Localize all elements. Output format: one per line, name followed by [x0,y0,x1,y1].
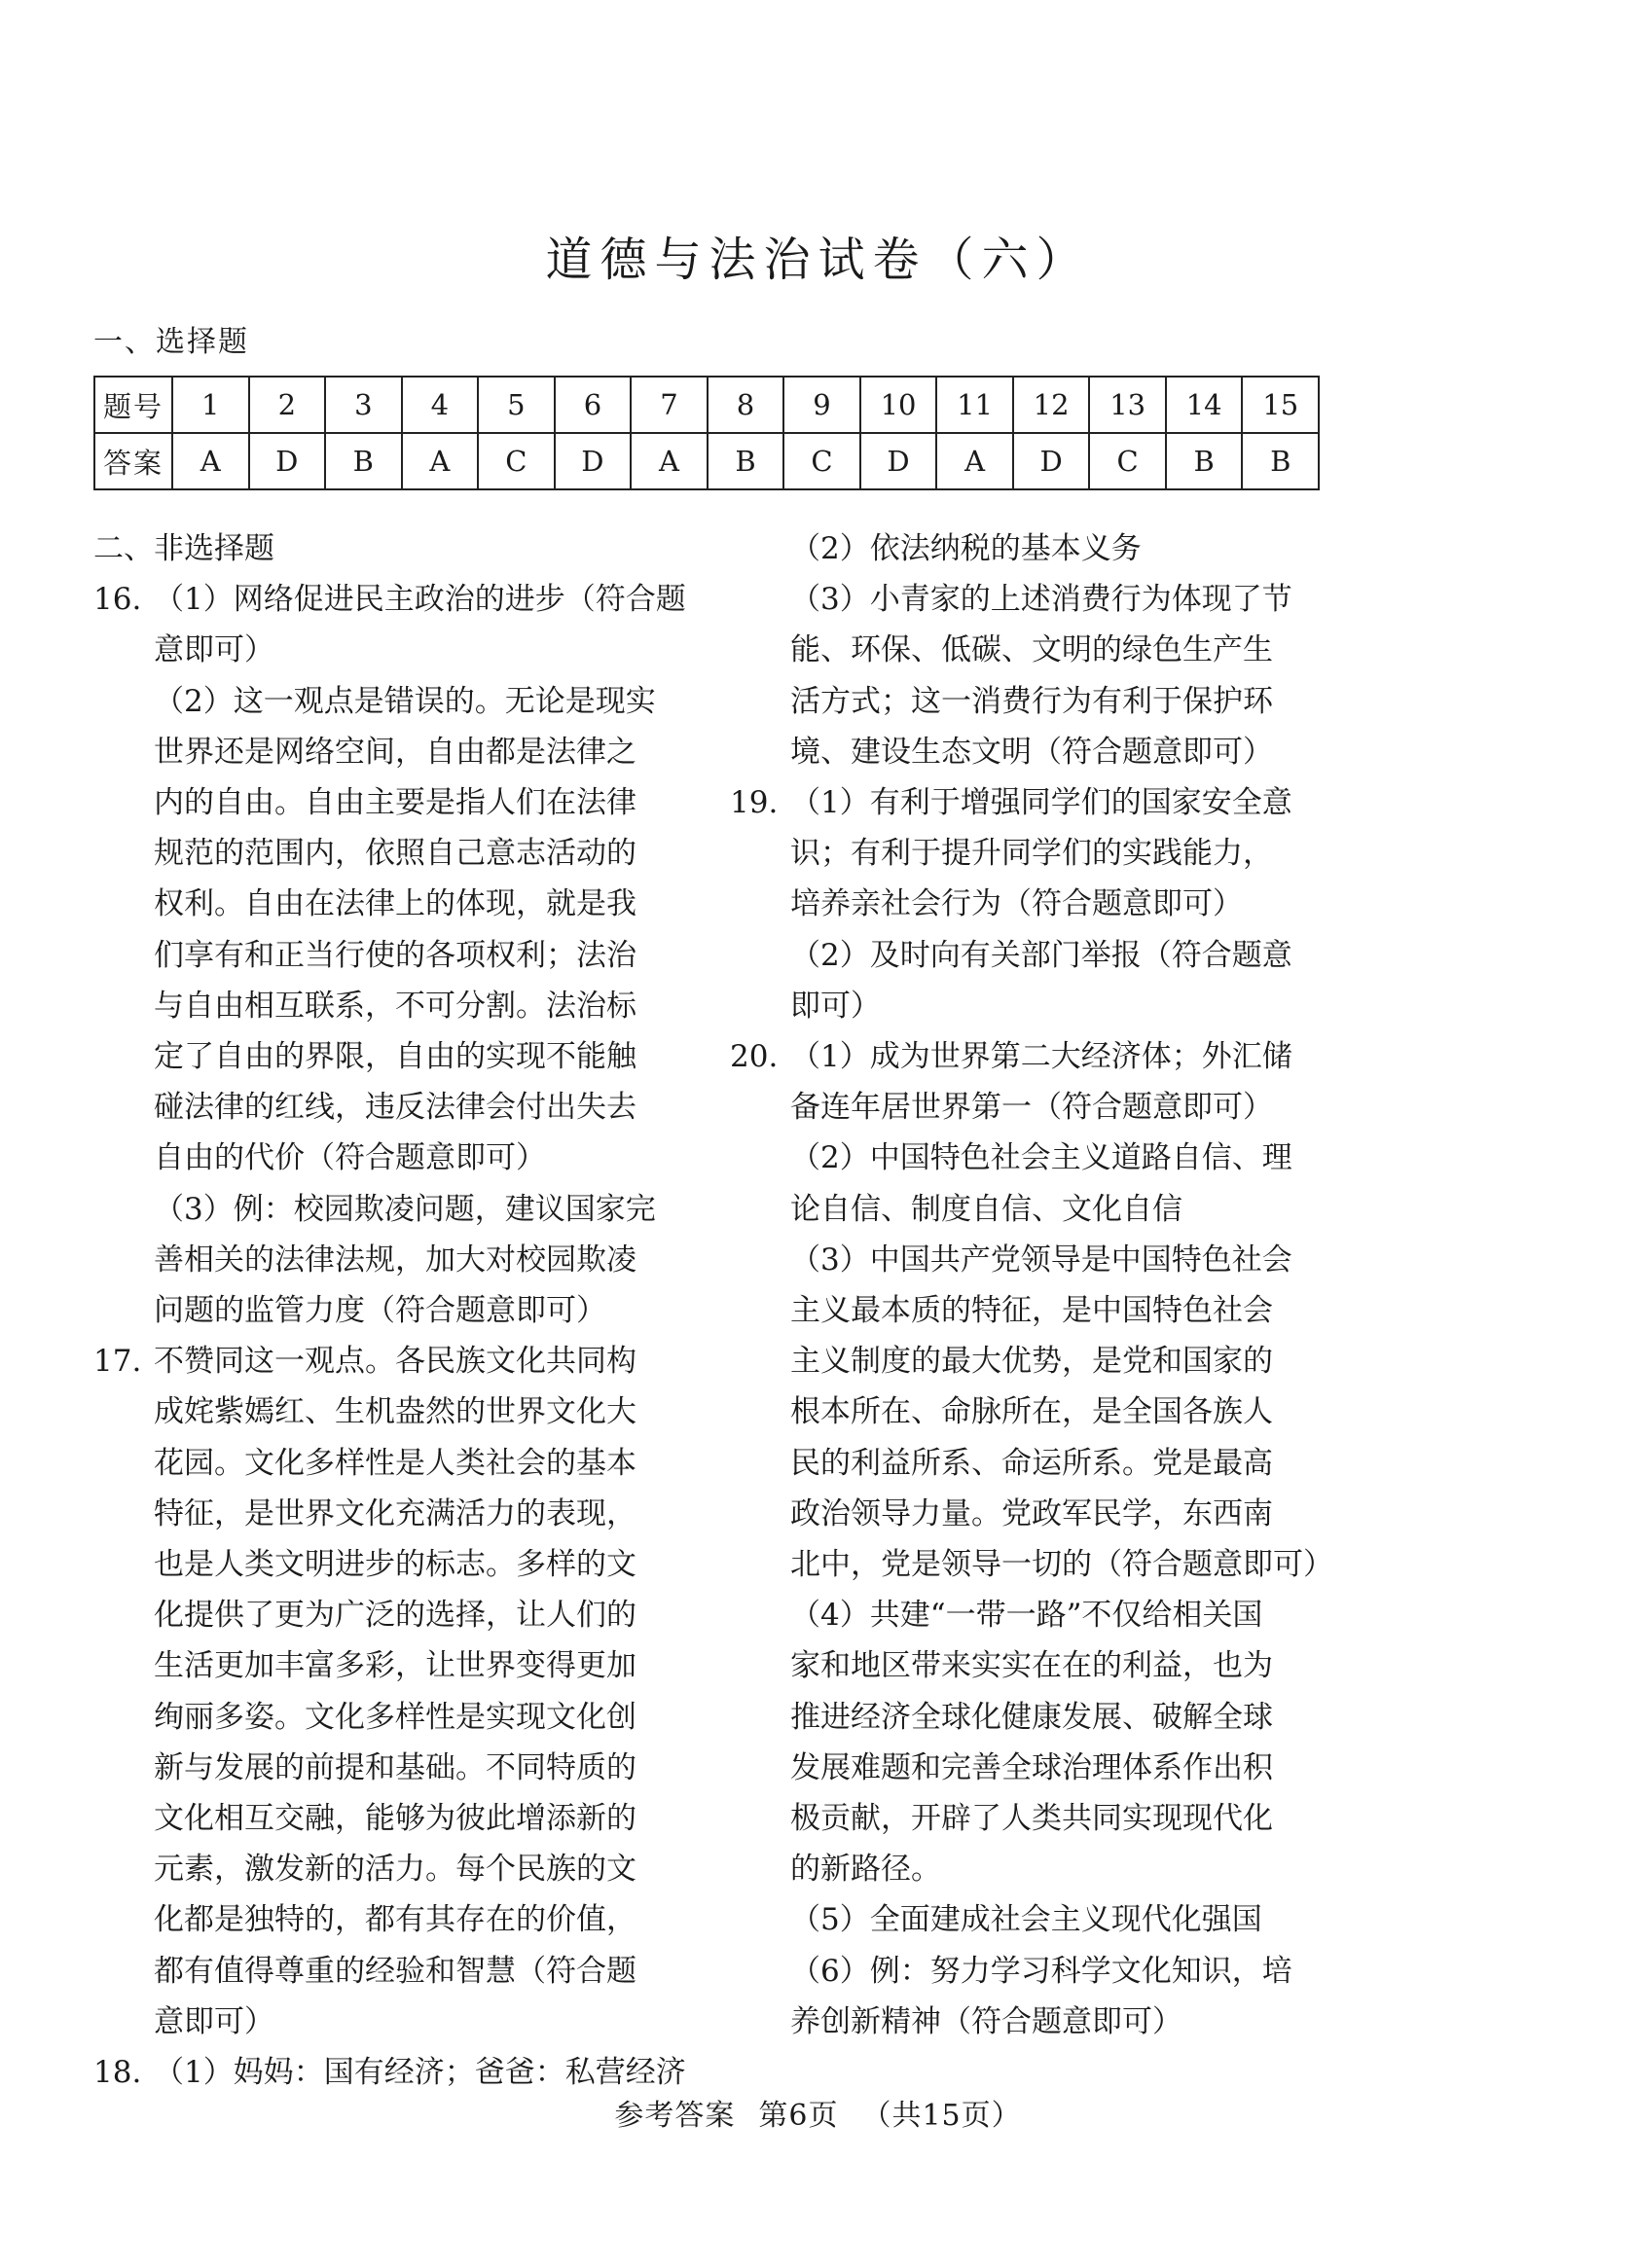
answer-text-line: 养创新精神（符合题意即可） [790,2003,1182,2039]
answer-text-line: 能、环保、低碳、文明的绿色生产生 [790,632,1273,668]
answer-cell: A [402,433,479,489]
answer-text-line: 的新路径。 [790,1852,941,1888]
question-number-cell: 8 [708,377,784,433]
question-number-cell: 10 [860,377,937,433]
question-number-cell: 13 [1089,377,1166,433]
answer-table [93,376,1320,490]
question-number: 19. [730,785,779,821]
answer-text-line: （1）网络促进民主政治的进步（符合题 [154,582,686,618]
question-number: 17. [93,1344,142,1380]
answer-text-line: 活方式；这一消费行为有利于保护环 [790,683,1273,719]
answer-text-line: 北中，党是领导一切的（符合题意即可） [790,1547,1333,1583]
question-number-cell: 2 [249,377,326,433]
answer-text-line: 自由的代价（符合题意即可） [154,1140,546,1176]
answer-text-line: 元素，激发新的活力。每个民族的文 [154,1852,636,1888]
page-footer [0,2091,1636,2134]
answer-cell: D [1013,433,1090,489]
answer-text-line: 内的自由。自由主要是指人们在法律 [154,785,636,821]
answer-text-line: 规范的范围内，依照自己意志活动的 [154,836,636,872]
answer-text-line: （2）中国特色社会主义道路自信、理 [790,1140,1292,1176]
answer-text-line: 花园。文化多样性是人类社会的基本 [154,1445,636,1481]
answer-cell: C [1089,433,1166,489]
answer-text-line: （6）例：努力学习科学文化知识，培 [790,1953,1292,1989]
answer-text-line: （1）成为世界第二大经济体；外汇储 [790,1039,1292,1075]
answer-cell: B [325,433,402,489]
answer-row [94,433,1319,489]
question-number-cell: 11 [936,377,1013,433]
answer-text-line: 备连年居世界第一（符合题意即可） [790,1090,1273,1126]
question-block [93,574,687,1336]
answer-text-line: （3）例：校园欺凌问题，建议国家完 [154,1191,656,1227]
answer-text-line: （3）小青家的上述消费行为体现了节 [790,582,1292,618]
answer-text-line: （2）这一观点是错误的。无论是现实 [154,683,656,719]
answer-cell: D [249,433,326,489]
answer-text-line: 化提供了更为广泛的选择，让人们的 [154,1598,636,1634]
row-header-answer: 答案 [94,433,172,489]
question-number: 20. [730,1039,779,1075]
answer-text-line: （1）妈妈：国有经济；爸爸：私营经济 [154,2055,686,2091]
answer-text-line: （1）有利于增强同学们的国家安全意 [790,785,1292,821]
answer-text-line: 主义制度的最大优势，是党和国家的 [790,1344,1273,1380]
right-column [730,523,1333,2047]
answer-text-line: 绚丽多姿。文化多样性是实现文化创 [154,1699,636,1735]
answer-text-line: 根本所在、命脉所在，是全国各族人 [790,1394,1273,1430]
answer-text-line: 极贡献，开辟了人类共同实现现代化 [790,1801,1273,1837]
answer-text-line: 问题的监管力度（符合题意即可） [154,1293,606,1329]
answer-text-line: 都有值得尊重的经验和智慧（符合题 [154,1953,636,1989]
answer-text-line: 也是人类文明进步的标志。多样的文 [154,1547,636,1583]
answer-text-line: 生活更加丰富多彩，让世界变得更加 [154,1648,636,1684]
footer-label: 参考答案 [614,2099,736,2133]
answer-text-line: 家和地区带来实实在在的利益，也为 [790,1648,1273,1684]
row-header-number: 题号 [94,377,172,433]
question-block [730,1031,1333,2047]
answer-text-line: 论自信、制度自信、文化自信 [790,1191,1182,1227]
question-number-cell: 12 [1013,377,1090,433]
question-number-cell: 9 [783,377,860,433]
section-title-choice: 一、选择题 [93,325,249,359]
answer-text-line: 们享有和正当行使的各项权利；法治 [154,937,636,973]
question-number-cell: 5 [478,377,555,433]
answer-text-line: 发展难题和完善全球治理体系作出积 [790,1749,1273,1785]
answer-text-line: 善相关的法律法规，加大对校园欺凌 [154,1242,636,1278]
footer-page: 第6页 [758,2099,839,2133]
question-number-cell: 1 [172,377,249,433]
answer-cell: D [555,433,632,489]
question-number: 16. [93,582,142,618]
question-number-row [94,377,1319,433]
answer-cell: A [936,433,1013,489]
answer-text-line: 民的利益所系、命运所系。党是最高 [790,1445,1273,1481]
answer-text-line: 意即可） [154,2003,274,2039]
answer-text-line: 文化相互交融，能够为彼此增添新的 [154,1801,636,1837]
footer-total: （共15页） [861,2099,1022,2133]
answer-cell: A [631,433,708,489]
answer-text-line: 境、建设生态文明（符合题意即可） [790,734,1273,770]
question-block [730,777,1324,1031]
answer-text-line: 培养亲社会行为（符合题意即可） [790,886,1243,922]
answer-text-line: （4）共建“一带一路”不仅给相关国 [790,1598,1263,1634]
answer-text-line: 新与发展的前提和基础。不同特质的 [154,1749,636,1785]
answer-cell: B [708,433,784,489]
question-number-cell: 4 [402,377,479,433]
answer-text-line: （5）全面建成社会主义现代化强国 [790,1902,1262,1938]
answer-text-line: （2）及时向有关部门举报（符合题意 [790,937,1292,973]
section-title-nonchoice: 二、非选择题 [93,531,274,566]
answer-text-line: 不赞同这一观点。各民族文化共同构 [154,1344,636,1380]
answer-text-line: 即可） [790,988,881,1024]
answer-text-line: 与自由相互联系，不可分割。法治标 [154,988,636,1024]
answer-text-line: 碰法律的红线，违反法律会付出失去 [154,1090,636,1126]
answer-text-line: 推进经济全球化健康发展、破解全球 [790,1699,1273,1735]
answer-text-line: 政治领导力量。党政军民学，东西南 [790,1495,1273,1531]
page-title: 道德与法治试卷（六） [545,233,1091,287]
answer-cell: C [783,433,860,489]
question-number-cell: 15 [1242,377,1319,433]
answer-cell: D [860,433,937,489]
answer-cell: B [1166,433,1243,489]
answer-text-line: 成姹紫嫣红、生机盎然的世界文化大 [154,1394,636,1430]
answer-text-line: 世界还是网络空间，自由都是法律之 [154,734,636,770]
question-number: 18. [93,2055,142,2091]
question-number-cell: 14 [1166,377,1243,433]
left-column [93,523,687,2098]
answer-text-line: 意即可） [154,632,274,668]
question-number-cell: 3 [325,377,402,433]
question-number-cell: 6 [555,377,632,433]
answer-text-line: 权利。自由在法律上的体现，就是我 [154,886,636,922]
question-block [93,1336,687,2047]
answer-text-line: 主义最本质的特征，是中国特色社会 [790,1293,1273,1329]
answer-text-line: 识；有利于提升同学们的实践能力， [790,836,1273,872]
answer-text-line: （3）中国共产党领导是中国特色社会 [790,1242,1292,1278]
answer-text-line: （2）依法纳税的基本义务 [790,531,1142,566]
answer-cell: C [478,433,555,489]
answer-cell: A [172,433,249,489]
answer-text-line: 特征，是世界文化充满活力的表现， [154,1495,636,1531]
question-number-cell: 7 [631,377,708,433]
answer-text-line: 化都是独特的，都有其存在的价值， [154,1902,636,1938]
answer-text-line: 定了自由的界限，自由的实现不能触 [154,1039,636,1075]
answer-cell: B [1242,433,1319,489]
question-block [730,523,1324,777]
